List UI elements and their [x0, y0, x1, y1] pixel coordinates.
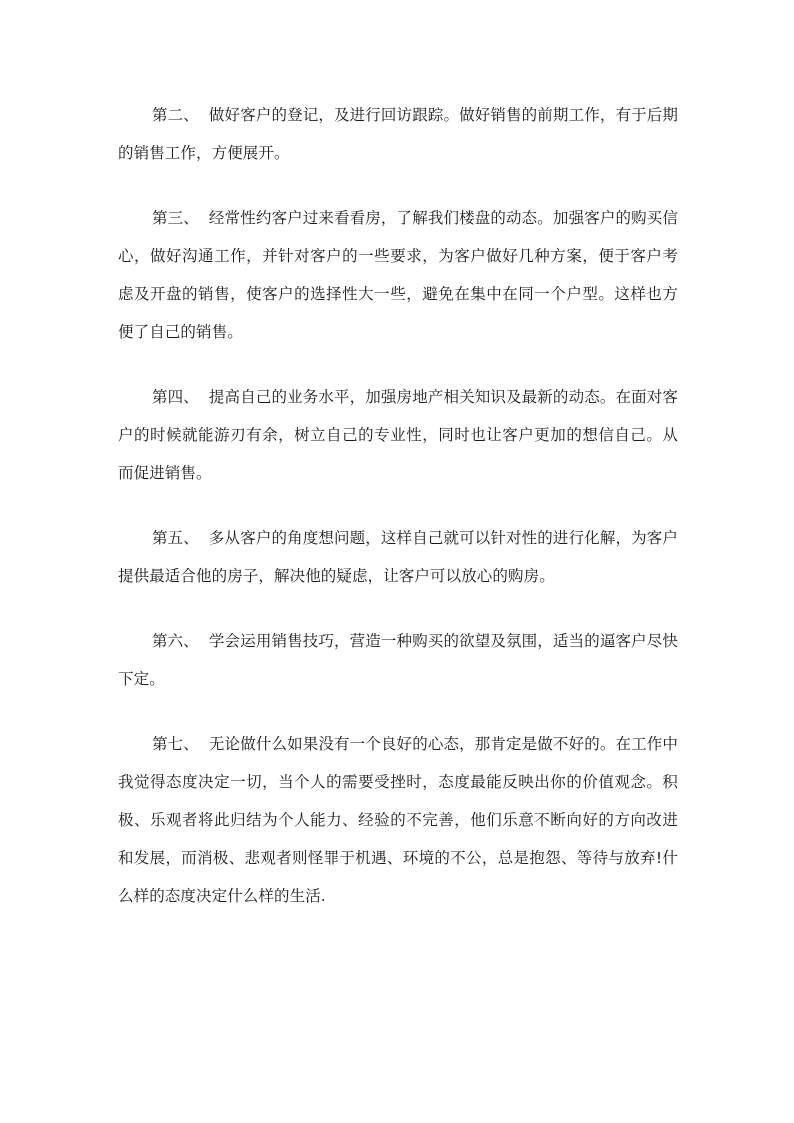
paragraph-sixth: [118, 622, 678, 698]
paragraph-text: 提高自己的业务水平，加强房地产相关知识及最新的动态。在面对客户的时候就能游刃有余，树立自己的专业性，同时也让客户更加的想信自己。从而促进销售。: [118, 388, 678, 482]
paragraph-fifth: [118, 519, 678, 595]
document-page: [118, 96, 678, 942]
paragraph-text: 学会运用销售技巧，营造一种购买的欲望及氛围，适当的逼客户尽快下定。: [118, 632, 678, 688]
paragraph-text: 经常性约客户过来看看房，了解我们楼盘的动态。加强客户的购买信心，做好沟通工作，并针对客户的一些要求，为客户做好几种方案，便于客户考虑及开盘的销售，使客户的选择性大一些，避免在集中在同一个户型。这样也方便了自己的销售。: [118, 209, 678, 341]
paragraph-lead: 第三、: [152, 209, 199, 227]
paragraph-text: 无论做什么如果没有一个良好的心态，那肯定是做不好的。在工作中我觉得态度决定一切，当个人的需要受挫时，态度最能反映出你的价值观念。积极、乐观者将此归结为个人能力、经验的不完善，他们乐意不断向好的方向改进和发展，而消极、悲观者则怪罪于机遇、环境的不公，总是抱怨、等待与放弃!什么样的态度决定什么样的生活.: [118, 735, 678, 905]
paragraph-second: [118, 96, 678, 172]
paragraph-lead: 第七、: [152, 735, 199, 753]
paragraph-lead: 第六、: [152, 632, 199, 650]
paragraph-text: 做好客户的登记，及进行回访跟踪。做好销售的前期工作，有于后期的销售工作，方便展开。: [118, 106, 678, 162]
paragraph-lead: 第五、: [152, 529, 199, 547]
paragraph-third: [118, 199, 678, 351]
paragraph-lead: 第四、: [152, 388, 199, 406]
paragraph-fourth: [118, 378, 678, 492]
paragraph-lead: 第二、: [152, 106, 199, 124]
paragraph-seventh: [118, 725, 678, 915]
paragraph-text: 多从客户的角度想问题，这样自己就可以针对性的进行化解，为客户提供最适合他的房子，解决他的疑虑，让客户可以放心的购房。: [118, 529, 678, 585]
